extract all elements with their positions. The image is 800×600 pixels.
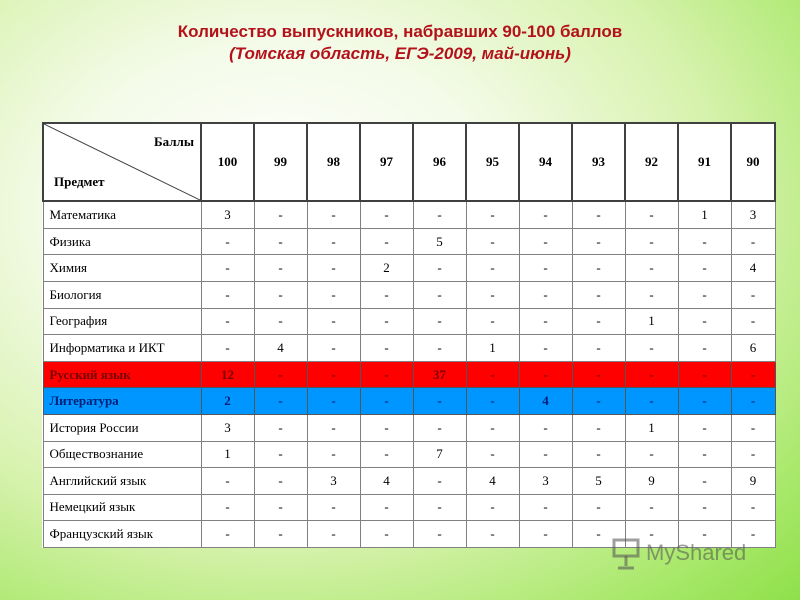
table-row	[43, 414, 775, 441]
value-cell: -	[254, 414, 307, 441]
corner-label-scores: Баллы	[154, 134, 194, 149]
subject-cell: Русский язык	[43, 361, 201, 388]
table-row	[43, 282, 775, 309]
score-header-cell: 92	[625, 123, 678, 201]
value-cell: -	[360, 441, 413, 468]
value-cell: -	[360, 335, 413, 362]
page-subtitle: (Томская область, ЕГЭ-2009, май-июнь)	[229, 44, 571, 63]
presentation-board-icon	[610, 536, 644, 570]
value-cell: -	[572, 414, 625, 441]
value-cell: -	[731, 361, 775, 388]
value-cell: -	[572, 494, 625, 521]
value-cell: -	[731, 441, 775, 468]
score-header-cell: 99	[254, 123, 307, 201]
value-cell: -	[307, 414, 360, 441]
table-row	[43, 255, 775, 282]
value-cell: -	[307, 228, 360, 255]
value-cell: 6	[731, 335, 775, 362]
value-cell: -	[413, 414, 466, 441]
value-cell: -	[307, 388, 360, 415]
value-cell: -	[572, 335, 625, 362]
value-cell: -	[466, 228, 519, 255]
value-cell: 5	[413, 228, 466, 255]
value-cell: -	[466, 414, 519, 441]
value-cell: -	[254, 521, 307, 548]
value-cell: -	[360, 494, 413, 521]
value-cell: -	[307, 201, 360, 228]
subject-cell: История России	[43, 414, 201, 441]
table-row	[43, 308, 775, 335]
value-cell: -	[625, 521, 678, 548]
score-header-cell: 98	[307, 123, 360, 201]
value-cell: 4	[466, 468, 519, 495]
value-cell: -	[572, 521, 625, 548]
value-cell: -	[466, 255, 519, 282]
value-cell: -	[625, 388, 678, 415]
subject-cell: Немецкий язык	[43, 494, 201, 521]
value-cell: 12	[201, 361, 254, 388]
value-cell: -	[466, 521, 519, 548]
value-cell: -	[201, 228, 254, 255]
value-cell: 3	[519, 468, 572, 495]
value-cell: -	[519, 282, 572, 309]
value-cell: -	[625, 441, 678, 468]
value-cell: -	[572, 282, 625, 309]
value-cell: -	[413, 468, 466, 495]
value-cell: -	[201, 521, 254, 548]
value-cell: -	[413, 335, 466, 362]
watermark	[608, 536, 768, 572]
value-cell: -	[572, 255, 625, 282]
value-cell: -	[360, 308, 413, 335]
score-header-cell: 90	[731, 123, 775, 201]
table-row	[43, 494, 775, 521]
value-cell: -	[254, 228, 307, 255]
value-cell: -	[466, 388, 519, 415]
value-cell: -	[625, 361, 678, 388]
value-cell: -	[254, 468, 307, 495]
subject-cell: Биология	[43, 282, 201, 309]
table-row	[43, 468, 775, 495]
value-cell: -	[678, 335, 731, 362]
value-cell: 1	[625, 308, 678, 335]
value-cell: -	[519, 361, 572, 388]
value-cell: -	[678, 521, 731, 548]
value-cell: -	[519, 201, 572, 228]
value-cell: 2	[201, 388, 254, 415]
value-cell: -	[254, 494, 307, 521]
value-cell: -	[254, 255, 307, 282]
value-cell: -	[307, 361, 360, 388]
value-cell: -	[307, 521, 360, 548]
value-cell: -	[307, 441, 360, 468]
value-cell: 9	[625, 468, 678, 495]
score-header-cell: 91	[678, 123, 731, 201]
value-cell: -	[625, 228, 678, 255]
value-cell: -	[254, 201, 307, 228]
value-cell: -	[519, 494, 572, 521]
value-cell: -	[731, 414, 775, 441]
value-cell: -	[360, 521, 413, 548]
value-cell: -	[678, 388, 731, 415]
score-header-cell: 96	[413, 123, 466, 201]
value-cell: 37	[413, 361, 466, 388]
header-row	[43, 123, 775, 201]
value-cell: -	[201, 468, 254, 495]
value-cell: -	[413, 201, 466, 228]
value-cell: -	[360, 201, 413, 228]
value-cell: -	[413, 255, 466, 282]
value-cell: -	[572, 388, 625, 415]
value-cell: -	[572, 308, 625, 335]
value-cell: -	[572, 228, 625, 255]
value-cell: -	[307, 255, 360, 282]
value-cell: -	[625, 335, 678, 362]
value-cell: -	[625, 282, 678, 309]
value-cell: 2	[360, 255, 413, 282]
value-cell: -	[360, 228, 413, 255]
subject-cell: Французский язык	[43, 521, 201, 548]
value-cell: -	[678, 282, 731, 309]
score-header-cell: 93	[572, 123, 625, 201]
value-cell: -	[307, 282, 360, 309]
subject-cell: Математика	[43, 201, 201, 228]
value-cell: -	[678, 308, 731, 335]
corner-label-subject: Предмет	[54, 174, 105, 189]
value-cell: -	[254, 388, 307, 415]
value-cell: -	[466, 308, 519, 335]
value-cell: 3	[731, 201, 775, 228]
value-cell: -	[201, 494, 254, 521]
value-cell: -	[519, 228, 572, 255]
value-cell: -	[678, 255, 731, 282]
value-cell: -	[572, 201, 625, 228]
value-cell: -	[466, 361, 519, 388]
value-cell: 1	[678, 201, 731, 228]
value-cell: -	[201, 282, 254, 309]
value-cell: -	[519, 335, 572, 362]
value-cell: -	[731, 521, 775, 548]
table-row	[43, 335, 775, 362]
value-cell: 3	[201, 201, 254, 228]
value-cell: -	[254, 361, 307, 388]
value-cell: 1	[625, 414, 678, 441]
results-table	[42, 122, 776, 548]
value-cell: 1	[201, 441, 254, 468]
value-cell: -	[307, 335, 360, 362]
value-cell: -	[360, 414, 413, 441]
table-row	[43, 228, 775, 255]
value-cell: 4	[731, 255, 775, 282]
value-cell: -	[519, 255, 572, 282]
value-cell: -	[201, 255, 254, 282]
value-cell: -	[466, 441, 519, 468]
table-row	[43, 441, 775, 468]
table-row	[43, 388, 775, 415]
value-cell: -	[254, 441, 307, 468]
value-cell: -	[731, 308, 775, 335]
value-cell: -	[625, 494, 678, 521]
subject-cell: География	[43, 308, 201, 335]
value-cell: -	[572, 361, 625, 388]
value-cell: -	[307, 308, 360, 335]
value-cell: -	[254, 282, 307, 309]
value-cell: 5	[572, 468, 625, 495]
subject-cell: Литература	[43, 388, 201, 415]
score-header-cell: 97	[360, 123, 413, 201]
value-cell: -	[413, 388, 466, 415]
value-cell: -	[731, 388, 775, 415]
value-cell: -	[625, 255, 678, 282]
subject-cell: Информатика и ИКТ	[43, 335, 201, 362]
value-cell: -	[731, 228, 775, 255]
value-cell: -	[519, 441, 572, 468]
subject-cell: Химия	[43, 255, 201, 282]
value-cell: -	[572, 441, 625, 468]
value-cell: 3	[307, 468, 360, 495]
value-cell: -	[360, 388, 413, 415]
value-cell: -	[413, 494, 466, 521]
value-cell: -	[466, 282, 519, 309]
value-cell: -	[466, 201, 519, 228]
value-cell: -	[413, 308, 466, 335]
value-cell: -	[625, 201, 678, 228]
page-title: Количество выпускников, набравших 90-100 баллов	[177, 22, 623, 41]
corner-header-cell	[43, 123, 201, 201]
score-header-cell: 94	[519, 123, 572, 201]
value-cell: -	[678, 441, 731, 468]
value-cell: -	[201, 308, 254, 335]
score-header-cell: 100	[201, 123, 254, 201]
watermark-text: MyShared	[646, 540, 747, 565]
value-cell: -	[731, 282, 775, 309]
value-cell: -	[360, 282, 413, 309]
value-cell: 7	[413, 441, 466, 468]
table-row	[43, 201, 775, 228]
value-cell: -	[413, 282, 466, 309]
value-cell: -	[678, 228, 731, 255]
table-row	[43, 361, 775, 388]
value-cell: -	[731, 494, 775, 521]
value-cell: -	[360, 361, 413, 388]
value-cell: -	[466, 494, 519, 521]
value-cell: 4	[360, 468, 413, 495]
value-cell: -	[307, 494, 360, 521]
value-cell: 3	[201, 414, 254, 441]
value-cell: -	[519, 414, 572, 441]
value-cell: -	[519, 308, 572, 335]
value-cell: -	[254, 308, 307, 335]
value-cell: 1	[466, 335, 519, 362]
value-cell: 9	[731, 468, 775, 495]
subject-cell: Обществознание	[43, 441, 201, 468]
value-cell: 4	[254, 335, 307, 362]
subject-cell: Физика	[43, 228, 201, 255]
value-cell: 4	[519, 388, 572, 415]
value-cell: -	[201, 335, 254, 362]
value-cell: -	[678, 414, 731, 441]
value-cell: -	[678, 361, 731, 388]
value-cell: -	[678, 468, 731, 495]
score-header-cell: 95	[466, 123, 519, 201]
value-cell: -	[678, 494, 731, 521]
subject-cell: Английский язык	[43, 468, 201, 495]
value-cell: -	[519, 521, 572, 548]
value-cell: -	[413, 521, 466, 548]
